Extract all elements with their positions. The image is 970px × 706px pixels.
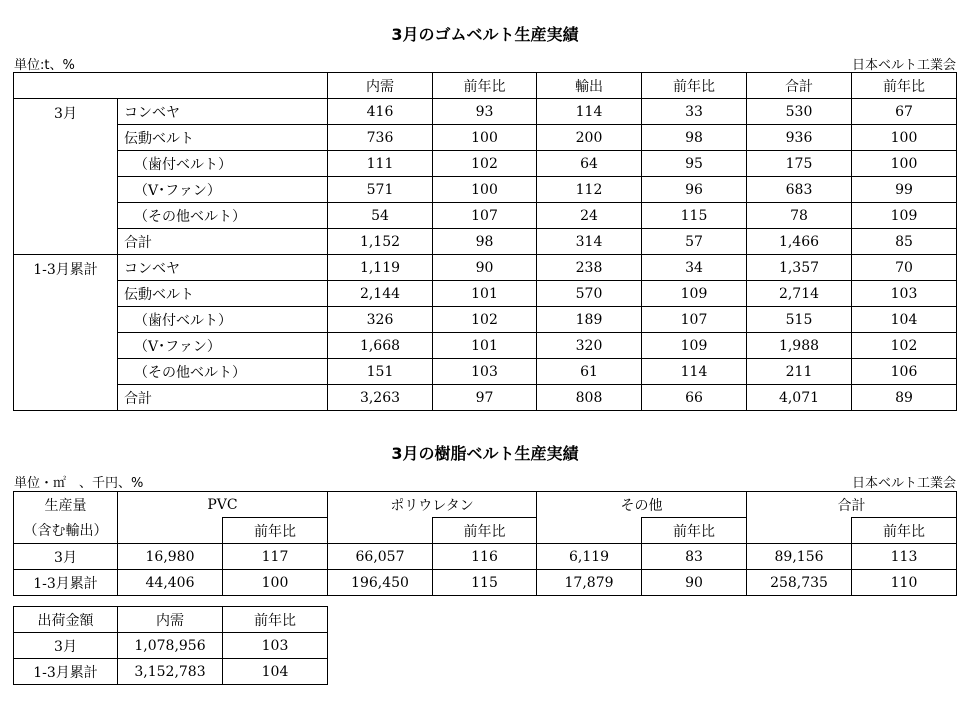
rubber-header-cell: 内需: [328, 73, 433, 99]
value-cell: 151: [328, 359, 433, 385]
value-cell: 736: [328, 125, 433, 151]
category-header: PVC: [118, 492, 328, 518]
table-row: [14, 151, 957, 177]
value-cell: 530: [747, 99, 852, 125]
subheader-cell: 前年比: [852, 518, 957, 544]
row-label: 1-3月累計: [14, 659, 118, 685]
subheader-blank: [537, 518, 642, 544]
value-cell: 102: [433, 307, 537, 333]
value-cell: 111: [328, 151, 433, 177]
value-cell: 44,406: [118, 570, 223, 596]
value-cell: 1,668: [328, 333, 433, 359]
table-row: [14, 229, 957, 255]
value-cell: 175: [747, 151, 852, 177]
value-cell: 103: [223, 633, 328, 659]
value-cell: 67: [852, 99, 957, 125]
row-label: 伝動ベルト: [118, 125, 328, 151]
value-cell: 4,071: [747, 385, 852, 411]
value-cell: 106: [852, 359, 957, 385]
rubber-header-blank: [14, 73, 118, 99]
resin-subheader-row: [14, 518, 957, 544]
subheader-cell: 前年比: [433, 518, 537, 544]
resin-header-row: [14, 492, 957, 518]
row-label: （その他ベルト）: [118, 203, 328, 229]
table-row: [14, 333, 957, 359]
table-row: [14, 659, 328, 685]
group-label: 3月: [14, 99, 118, 255]
rubber-header-blank: [118, 73, 328, 99]
value-cell: 115: [642, 203, 747, 229]
row-label: （V･ファン）: [118, 333, 328, 359]
shipment-header-cell: 前年比: [223, 607, 328, 633]
value-cell: 326: [328, 307, 433, 333]
value-cell: 1,152: [328, 229, 433, 255]
value-cell: 89: [852, 385, 957, 411]
value-cell: 17,879: [537, 570, 642, 596]
value-cell: 101: [433, 333, 537, 359]
value-cell: 107: [433, 203, 537, 229]
table-row: [14, 255, 957, 281]
value-cell: 109: [642, 281, 747, 307]
row-label: （歯付ベルト）: [118, 151, 328, 177]
value-cell: 24: [537, 203, 642, 229]
value-cell: 1,988: [747, 333, 852, 359]
value-cell: 314: [537, 229, 642, 255]
value-cell: 95: [642, 151, 747, 177]
value-cell: 113: [852, 544, 957, 570]
shipment-header-cell: 内需: [118, 607, 223, 633]
value-cell: 107: [642, 307, 747, 333]
value-cell: 101: [433, 281, 537, 307]
value-cell: 3,263: [328, 385, 433, 411]
value-cell: 110: [852, 570, 957, 596]
value-cell: 808: [537, 385, 642, 411]
rubber-header-cell: 前年比: [852, 73, 957, 99]
shipment-header-cell: 出荷金額: [14, 607, 118, 633]
value-cell: 936: [747, 125, 852, 151]
table-row: [14, 307, 957, 333]
value-cell: 97: [433, 385, 537, 411]
resin-belt-title: 3月の樹脂ベルト生産実績: [391, 444, 579, 463]
value-cell: 89,156: [747, 544, 852, 570]
value-cell: 98: [642, 125, 747, 151]
value-cell: 515: [747, 307, 852, 333]
rubber-header-cell: 合計: [747, 73, 852, 99]
rubber-belt-table: [13, 72, 957, 411]
row-label: （その他ベルト）: [118, 359, 328, 385]
value-cell: 320: [537, 333, 642, 359]
value-cell: 100: [223, 570, 328, 596]
value-cell: 1,078,956: [118, 633, 223, 659]
shipment-table: [13, 606, 328, 685]
value-cell: 103: [433, 359, 537, 385]
group-label: 1-3月累計: [14, 255, 118, 411]
value-cell: 96: [642, 177, 747, 203]
table-row: [14, 203, 957, 229]
value-cell: 100: [852, 125, 957, 151]
value-cell: 3,152,783: [118, 659, 223, 685]
resin-belt-table: [13, 491, 957, 596]
value-cell: 114: [537, 99, 642, 125]
table-row: [14, 359, 957, 385]
row-label: 1-3月累計: [14, 570, 118, 596]
value-cell: 2,714: [747, 281, 852, 307]
value-cell: 416: [328, 99, 433, 125]
table-row: [14, 99, 957, 125]
value-cell: 115: [433, 570, 537, 596]
value-cell: 104: [223, 659, 328, 685]
value-cell: 33: [642, 99, 747, 125]
value-cell: 1,119: [328, 255, 433, 281]
row-label: 合計: [118, 229, 328, 255]
value-cell: 1,466: [747, 229, 852, 255]
rubber-header-cell: 前年比: [642, 73, 747, 99]
value-cell: 78: [747, 203, 852, 229]
value-cell: 57: [642, 229, 747, 255]
value-cell: 61: [537, 359, 642, 385]
value-cell: 116: [433, 544, 537, 570]
value-cell: 99: [852, 177, 957, 203]
row-label: （V･ファン）: [118, 177, 328, 203]
row-label: 伝動ベルト: [118, 281, 328, 307]
value-cell: 117: [223, 544, 328, 570]
value-cell: 64: [537, 151, 642, 177]
table-row: [14, 281, 957, 307]
row-label: 3月: [14, 633, 118, 659]
value-cell: 100: [852, 151, 957, 177]
rubber-source-label: 日本ベルト工業会: [851, 58, 956, 73]
value-cell: 683: [747, 177, 852, 203]
value-cell: 571: [328, 177, 433, 203]
subheader-blank: [747, 518, 852, 544]
value-cell: 109: [852, 203, 957, 229]
rubber-unit-label: 単位:t、%: [14, 58, 75, 73]
value-cell: 211: [747, 359, 852, 385]
value-cell: 34: [642, 255, 747, 281]
value-cell: 85: [852, 229, 957, 255]
table-row: [14, 544, 957, 570]
resin-unit-label: 単位・㎡ 、千円、%: [14, 476, 144, 491]
category-header: ポリウレタン: [328, 492, 537, 518]
value-cell: 258,735: [747, 570, 852, 596]
value-cell: 66: [642, 385, 747, 411]
table-row: [14, 633, 328, 659]
value-cell: 112: [537, 177, 642, 203]
value-cell: 104: [852, 307, 957, 333]
value-cell: 16,980: [118, 544, 223, 570]
value-cell: 98: [433, 229, 537, 255]
value-cell: 90: [433, 255, 537, 281]
value-cell: 54: [328, 203, 433, 229]
value-cell: 100: [433, 125, 537, 151]
corner-label-bottom: （含む輸出）: [14, 518, 118, 544]
shipment-header-row: [14, 607, 328, 633]
value-cell: 1,357: [747, 255, 852, 281]
table-row: [14, 125, 957, 151]
subheader-blank: [118, 518, 223, 544]
value-cell: 93: [433, 99, 537, 125]
value-cell: 66,057: [328, 544, 433, 570]
value-cell: 114: [642, 359, 747, 385]
value-cell: 238: [537, 255, 642, 281]
rubber-belt-title: 3月のゴムベルト生産実績: [391, 25, 579, 44]
table-row: [14, 385, 957, 411]
category-header: 合計: [747, 492, 957, 518]
value-cell: 2,144: [328, 281, 433, 307]
value-cell: 189: [537, 307, 642, 333]
rubber-header-row: [14, 73, 957, 99]
value-cell: 109: [642, 333, 747, 359]
subheader-blank: [328, 518, 433, 544]
value-cell: 100: [433, 177, 537, 203]
table-row: [14, 570, 957, 596]
row-label: 3月: [14, 544, 118, 570]
value-cell: 196,450: [328, 570, 433, 596]
value-cell: 102: [433, 151, 537, 177]
value-cell: 200: [537, 125, 642, 151]
row-label: 合計: [118, 385, 328, 411]
subheader-cell: 前年比: [642, 518, 747, 544]
value-cell: 102: [852, 333, 957, 359]
value-cell: 103: [852, 281, 957, 307]
rubber-header-cell: 前年比: [433, 73, 537, 99]
value-cell: 570: [537, 281, 642, 307]
corner-label-top: 生産量: [14, 492, 118, 518]
value-cell: 83: [642, 544, 747, 570]
value-cell: 90: [642, 570, 747, 596]
table-row: [14, 177, 957, 203]
subheader-cell: 前年比: [223, 518, 328, 544]
resin-source-label: 日本ベルト工業会: [851, 476, 956, 491]
category-header: その他: [537, 492, 747, 518]
value-cell: 6,119: [537, 544, 642, 570]
row-label: コンベヤ: [118, 99, 328, 125]
row-label: （歯付ベルト）: [118, 307, 328, 333]
rubber-header-cell: 輸出: [537, 73, 642, 99]
value-cell: 70: [852, 255, 957, 281]
row-label: コンベヤ: [118, 255, 328, 281]
